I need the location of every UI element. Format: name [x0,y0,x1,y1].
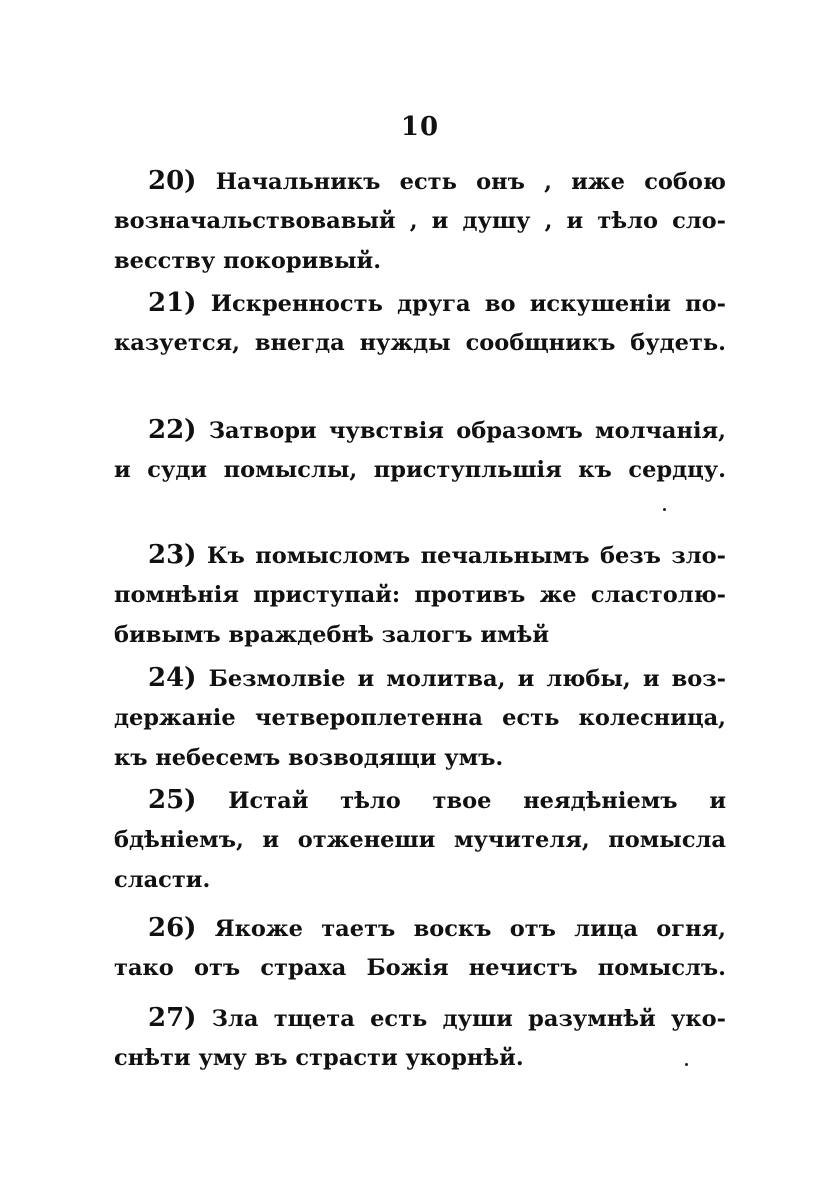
paragraph-line: бдѣніемъ, и отженеши мучителя, помысла [114,827,726,853]
paragraph-number: 26) [148,913,197,943]
paragraph-20 [114,161,726,281]
paragraph-number: 20) [148,166,197,196]
paragraph-number: 27) [148,1003,197,1033]
paragraph-line: сласти. [114,867,211,893]
paragraph-line: и суди помыслы, приступльшія къ сердцу. [114,457,726,483]
paragraph-line: держаніе четвероплетенна есть колесница, [114,705,726,731]
paragraph-line: 24) Безмолвіе и молитва, и любы, и воз- [148,663,726,693]
paragraph-line: весству покоривый. [114,248,382,274]
paragraph-21 [114,283,726,363]
paragraph-number: 23) [148,540,197,570]
paragraph-line: къ небесемъ возводящи умъ. [114,745,504,771]
paragraph-line: возначальствовавый , и душу , и тѣло сло- [114,208,726,234]
paragraph-23 [114,535,726,655]
page-number: 10 [400,112,440,142]
paragraph-line: 23) Къ помысломъ печальнымъ безъ зло- [148,540,726,570]
paragraph-line: 25) Истай тѣло твое неядѣніемъ и [148,785,727,815]
paragraph-24 [114,658,726,778]
ink-speck [663,508,666,511]
paragraph-25 [114,780,726,900]
paragraph-27 [114,998,726,1078]
paragraph-line: казуется, внегда нужды сообщникъ будеть. [114,330,726,356]
paragraph-line: помнѣнія приступай: противъ же сластолю- [114,582,726,608]
paragraph-line: тако отъ страха Божія нечистъ помыслъ. [114,955,726,981]
paragraph-line: бивымъ враждебнѣ залогъ имѣй [114,622,550,648]
paragraph-number: 25) [148,785,197,815]
paragraph-line: 27) Зла тщета есть души разумнѣй уко- [148,1003,726,1033]
ink-speck [685,1063,688,1066]
paragraph-line: 20) Начальникъ есть онъ , иже собою [148,166,726,196]
paragraph-line: 26) Якоже таетъ воскъ отъ лица огня, [148,913,726,943]
paragraph-line: 22) Затвори чувствія образомъ молчанія, [148,415,726,445]
paragraph-number: 22) [148,415,197,445]
paragraph-line: снѣти уму въ страсти укорнѣй. [114,1045,524,1071]
paragraph-22 [114,410,726,490]
paragraph-26 [114,908,726,988]
paragraph-number: 21) [148,288,197,318]
paragraph-number: 24) [148,663,197,693]
paragraph-line: 21) Искренность друга во искушеніи по- [148,288,726,318]
